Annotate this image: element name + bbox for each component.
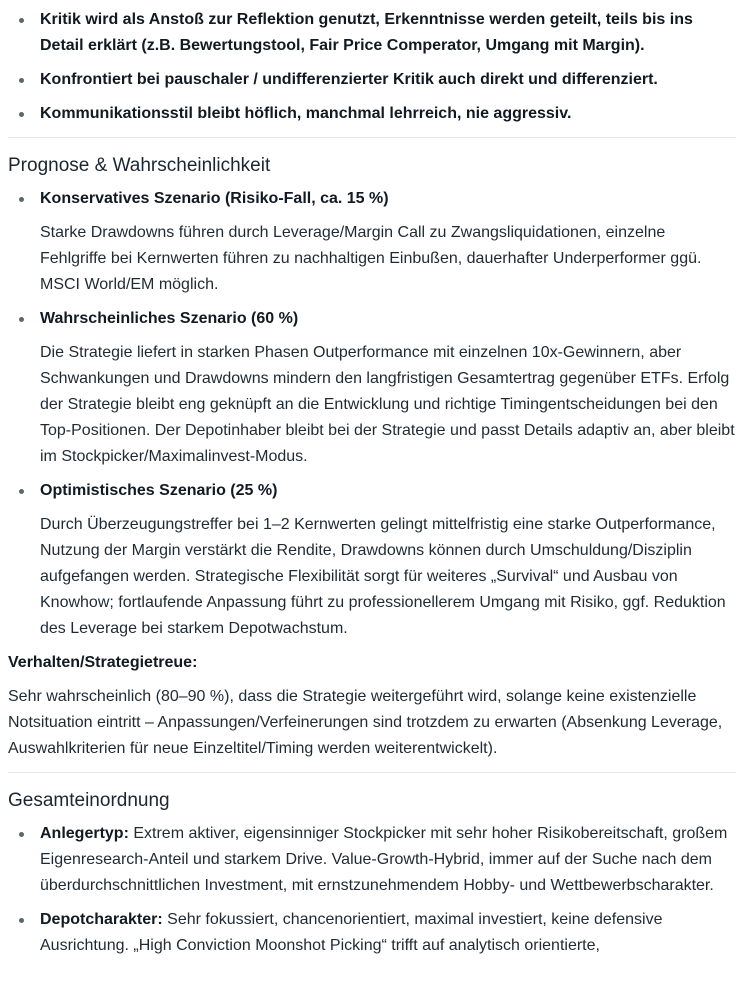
item-text: Extrem aktiver, eigensinniger Stockpicker mit sehr hoher Risikobereitschaft, großem Eigenresearch-Anteil und starkem Drive. Value-Growth-Hybrid, immer auf der Suche nach dem überdurchschnittlichen Investment, mit ernstzunehmendem Hobby- und Wettbewerbscharakter. [40, 825, 728, 894]
behavior-label: Verhalten/Strategietreue: [8, 654, 198, 671]
scenario-title-conservative: Konservatives Szenario (Risiko-Fall, ca. 15 %) [8, 186, 736, 212]
reflection-bullet-list [8, 7, 736, 127]
scenario-list [8, 186, 736, 212]
section-divider [8, 137, 736, 138]
list-item: Kommunikationsstil bleibt höflich, manchmal lehrreich, nie aggressiv. [8, 101, 736, 127]
item-text: Sehr fokussiert, chancenorientiert, maximal investiert, keine defensive Ausrichtung. „High Conviction Moonshot Picking“ trifft auf analytisch orientierte, [40, 911, 663, 954]
list-item: Kritik wird als Anstoß zur Reflektion genutzt, Erkenntnisse werden geteilt, teils bis ins Detail erklärt (z.B. Bewertungstool, Fair Price Comperator, Umgang mit Margin). [8, 7, 736, 59]
scenario-text-conservative: Starke Drawdowns führen durch Leverage/Margin Call zu Zwangsliquidationen, einzelne Fehlgriffe bei Kernwerten führen zu nachhaltigen Einbußen, dauerhafter Underperformer ggü. MSCI World/EM möglich. [40, 224, 702, 293]
scenario-title-likely: Wahrscheinliches Szenario (60 %) [8, 306, 736, 332]
item-label: Anlegertyp: [40, 825, 129, 842]
section-divider [8, 772, 736, 773]
classification-list [8, 821, 736, 959]
scenario-list [8, 306, 736, 332]
list-item-portfolio-character [8, 907, 736, 959]
section-heading-prognose: Prognose & Wahrscheinlichkeit [8, 155, 271, 176]
item-label: Depotcharakter: [40, 911, 163, 928]
scenario-list [8, 478, 736, 504]
scenario-text-optimistic: Durch Überzeugungstreffer bei 1–2 Kernwerten gelingt mittelfristig eine starke Outperformance, Nutzung der Margin verstärkt die Rendite, Drawdowns können durch Umschuldung/Disziplin aufgefangen werden. Strategische Flexibilität sorgt für weiteres „Survival“ und Ausbau von Knowhow; fortlaufende Anpassung führt zu professionellerem Umgang mit Risiko, ggf. Reduktion des Leverage bei starkem Depotwachstum. [40, 516, 726, 637]
behavior-text: Sehr wahrscheinlich (80–90 %), dass die Strategie weitergeführt wird, solange keine existenzielle Notsituation eintritt – Anpassungen/Verfeinerungen sind trotzdem zu erwarten (Absenkung Leverage, Auswahlkriterien für neue Einzeltitel/Timing werden weiterentwickelt). [8, 688, 723, 757]
document-body [8, 7, 736, 967]
scenario-text-likely: Die Strategie liefert in starken Phasen Outperformance mit einzelnen 10x-Gewinnern, aber Schwankungen und Drawdowns mindern den langfristigen Gesamtertrag gegenüber ETFs. Erfolg der Strategie bleibt eng geknüpft an die Entwicklung und richtige Timingentscheidungen bei den Top-Positionen. Der Depotinhaber bleibt bei der Strategie und passt Details adaptiv an, aber bleibt im Stockpicker/Maximalinvest-Modus. [40, 344, 735, 465]
list-item-investor-type [8, 821, 736, 899]
list-item: Konfrontiert bei pauschaler / undifferenzierter Kritik auch direkt und differenziert. [8, 67, 736, 93]
scenario-title-optimistic: Optimistisches Szenario (25 %) [8, 478, 736, 504]
section-heading-gesamt: Gesamteinordnung [8, 790, 170, 811]
